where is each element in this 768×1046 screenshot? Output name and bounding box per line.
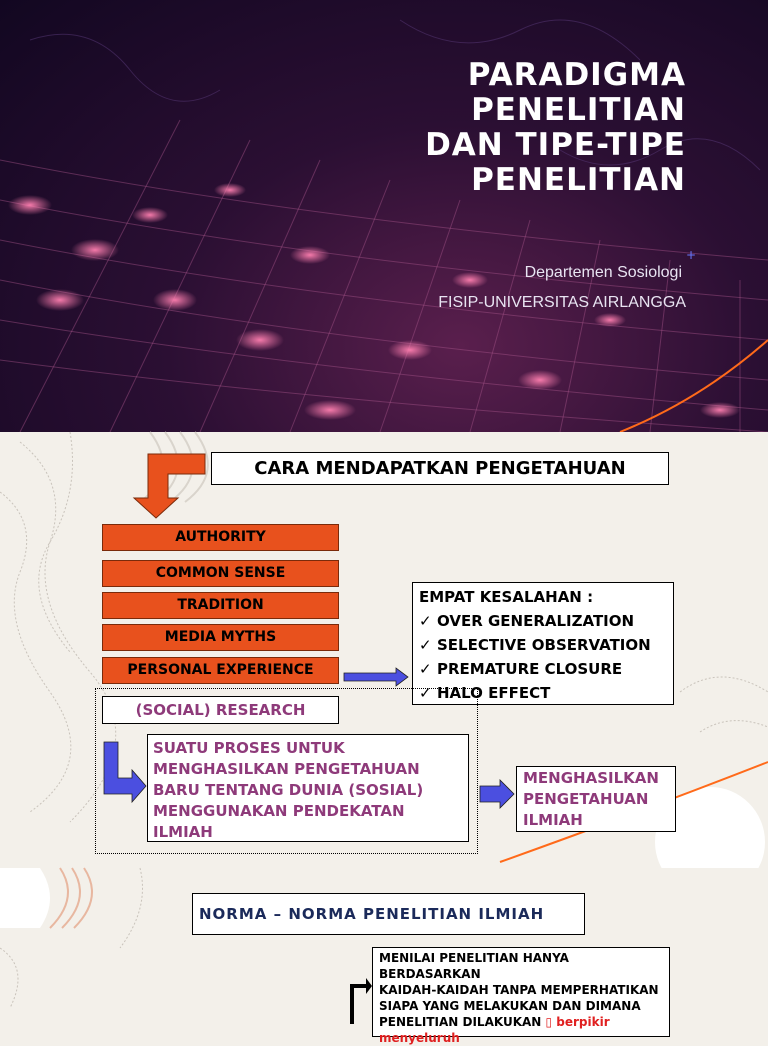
title-line-3: DAN TIPE-TIPE — [425, 127, 686, 163]
norm-highlight-2: menyeluruh — [379, 1031, 460, 1045]
norms-slide — [0, 868, 768, 1045]
error-label: OVER GENERALIZATION — [437, 612, 635, 630]
norm-highlight: ▯ berpikir — [545, 1015, 610, 1029]
plus-mark: + — [686, 248, 697, 262]
error-label: SELECTIVE OBSERVATION — [437, 636, 651, 654]
department-subtitle: Departemen Sosiologi — [524, 264, 682, 281]
presentation-title — [425, 58, 686, 198]
errors-title: EMPAT KESALAHAN : — [419, 588, 594, 606]
faculty-subtitle: FISIP-UNIVERSITAS AIRLANGGA — [438, 294, 686, 311]
source-media-myths: MEDIA MYTHS — [102, 624, 339, 651]
error-item — [419, 609, 667, 633]
norm-line: MENILAI PENELITIAN HANYA BERDASARKAN — [379, 951, 569, 981]
norms-title: NORMA – NORMA PENELITIAN ILMIAH — [192, 893, 585, 935]
norm-description-box — [372, 947, 670, 1045]
process-line: MENGGUNAKAN PENDEKATAN — [153, 802, 405, 820]
orange-arrow-icon — [134, 454, 205, 518]
check-icon: ✓ — [419, 684, 432, 702]
title-slide — [0, 0, 768, 432]
slide-heading: CARA MENDAPATKAN PENGETAHUAN — [211, 452, 669, 485]
norm-line — [379, 1014, 663, 1030]
check-icon: ✓ — [419, 660, 432, 678]
source-tradition: TRADITION — [102, 592, 339, 619]
error-label: PREMATURE CLOSURE — [437, 660, 623, 678]
norm-line-text: PENELITIAN DILAKUKAN — [379, 1015, 546, 1029]
norm-line: KAIDAH-KAIDAH TANPA MEMPERHATIKAN — [379, 983, 659, 997]
process-line: SUATU PROSES UNTUK — [153, 739, 345, 757]
blue-arrow-result-icon — [480, 780, 514, 808]
errors-box — [412, 582, 674, 705]
process-box — [147, 734, 469, 842]
social-research-box: (SOCIAL) RESEARCH — [102, 696, 339, 724]
source-common-sense: COMMON SENSE — [102, 560, 339, 587]
error-label: HALO EFFECT — [437, 684, 551, 702]
blue-arrow-right-icon — [344, 668, 408, 686]
process-line: ILMIAH — [153, 823, 213, 841]
result-line: MENGHASILKAN — [523, 769, 659, 787]
source-personal-experience: PERSONAL EXPERIENCE — [102, 657, 339, 684]
title-line-1: PARADIGMA — [467, 57, 686, 93]
process-line: MENGHASILKAN PENGETAHUAN — [153, 760, 420, 778]
knowledge-slide — [0, 432, 768, 868]
black-elbow-arrow-icon — [350, 978, 372, 1024]
check-icon: ✓ — [419, 636, 432, 654]
check-icon: ✓ — [419, 612, 432, 630]
error-item — [419, 657, 667, 681]
result-line: PENGETAHUAN — [523, 790, 649, 808]
result-box — [516, 766, 676, 832]
title-line-2: PENELITIAN — [471, 92, 686, 128]
title-line-4: PENELITIAN — [471, 162, 686, 198]
error-item — [419, 633, 667, 657]
result-line: ILMIAH — [523, 811, 583, 829]
process-line: BARU TENTANG DUNIA (SOSIAL) — [153, 781, 424, 799]
source-authority: AUTHORITY — [102, 524, 339, 551]
norm-line: SIAPA YANG MELAKUKAN DAN DIMANA — [379, 999, 641, 1013]
